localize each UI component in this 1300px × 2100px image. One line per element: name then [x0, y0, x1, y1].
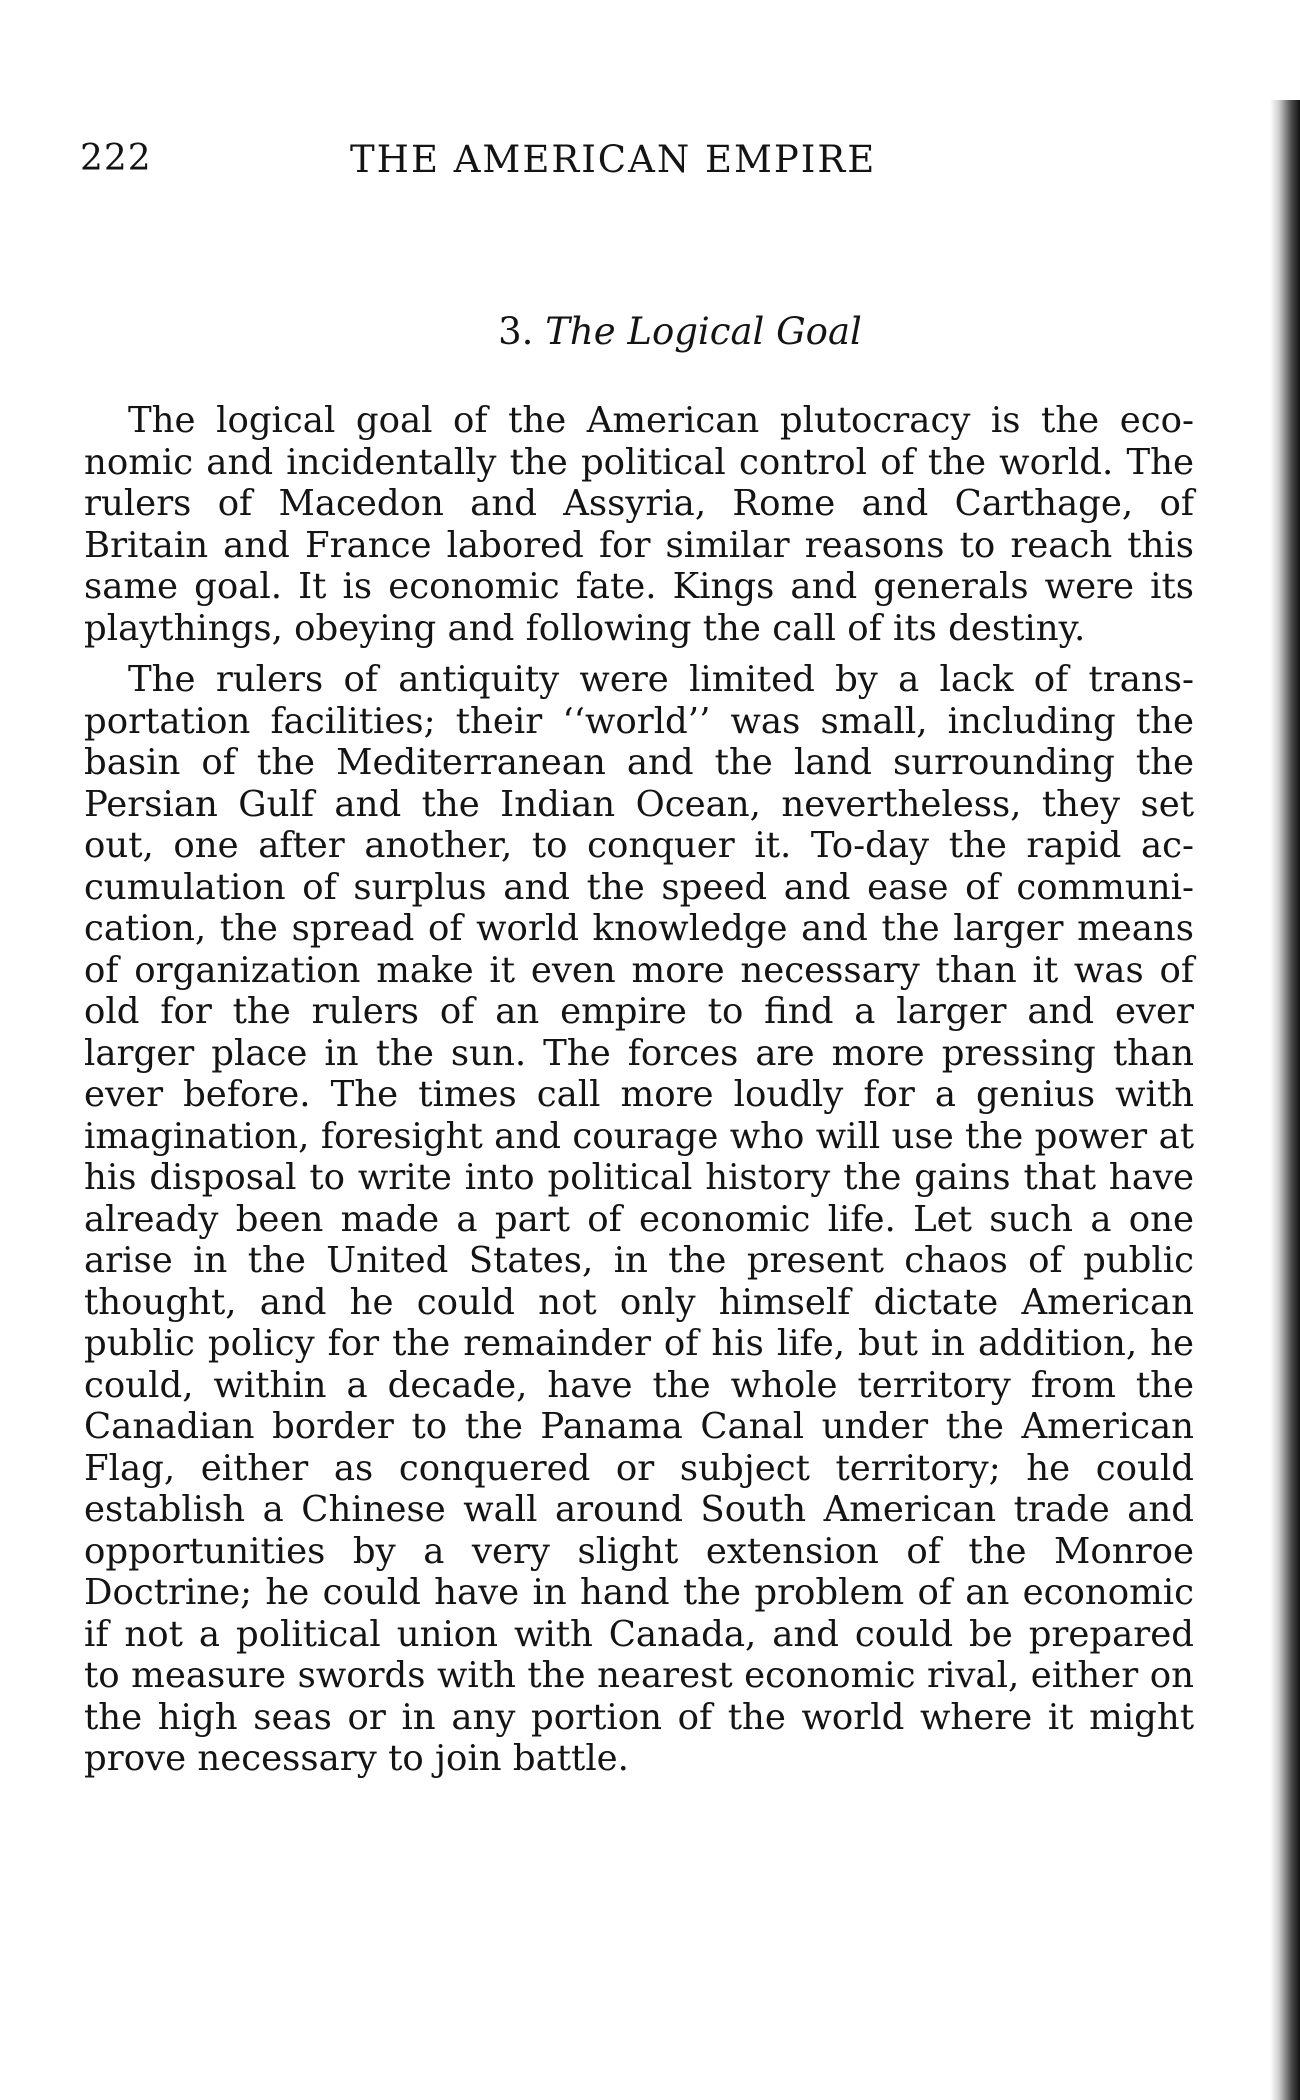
paragraph-2: The rulers of antiquity were limited by a lack of transportation facilities; their ‘‘world’’ was small, including the basin of the Mediterranean and the land surrounding the Persian Gulf and the Indian Ocean, nevertheless, they set out, one after another, to conquer it. To-day the rapid accumulation of surplus and the speed and ease of communication, the spread of world knowledge and the larger means of organization make it even more necessary than it was of old for the rulers of an empire to find a larger and ever larger place in the sun. The forces are more pressing than ever before. The times call more loudly for a genius with imagination, foresight and courage who will use the power at his disposal to write into political history the gains that have already been made a part of economic life. Let such a one arise in the United States, in the present chaos of public thought, and he could not only himself dictate American public policy for the remainder of his life, but in addition, he could, within a decade, have the whole territory from the Canadian border to the Panama Canal under the American Flag, either as conquered or subject territory; he could establish a Chinese wall around South American trade and opportunities by a very slight extension of the Monroe Doctrine; he could have in hand the problem of an economic if not a political union with Canada, and could be prepared to measure swords with the nearest economic rival, either on the high seas or in any portion of the world where it might prove necessary to join battle.: [84, 659, 1194, 1779]
running-title: THE AMERICAN EMPIRE: [350, 138, 877, 181]
page-edge-shadow: [1270, 100, 1300, 2100]
section-title: The Logical Goal: [545, 310, 862, 353]
page-number: 222: [80, 138, 152, 179]
section-heading: [0, 310, 1300, 353]
page-header: [80, 138, 1200, 188]
section-number: 3.: [498, 310, 534, 353]
paragraph-1: The logical goal of the American plutocracy is the economic and incidentally the political control of the world. The rulers of Macedon and Assyria, Rome and Carthage, of Britain and France labored for similar reasons to reach this same goal. It is economic fate. Kings and generals were its playthings, obeying and following the call of its destiny.: [84, 400, 1194, 649]
body-text: [84, 400, 1194, 1790]
